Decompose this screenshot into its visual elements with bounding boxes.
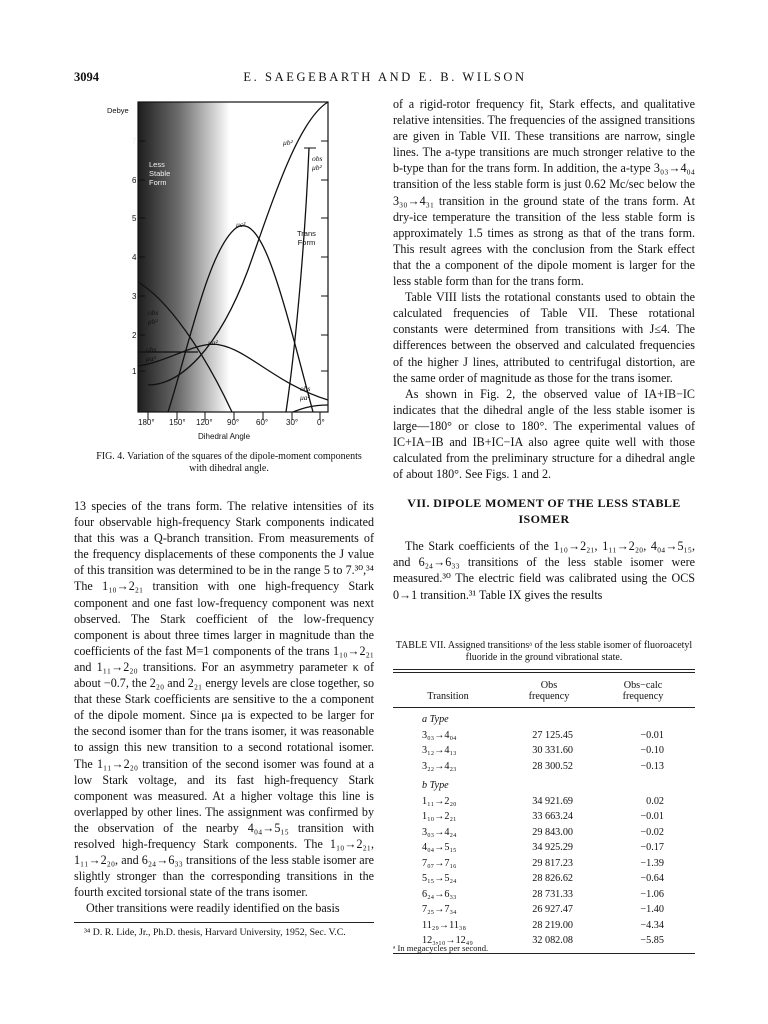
cell-obs-frequency: 33 663.24 [532, 811, 573, 822]
cell-obs-frequency: 27 125.45 [532, 729, 573, 741]
cell-transition: 3₂₂→4₂₃ [422, 760, 457, 772]
table-row [393, 728, 695, 744]
y-tick-7: 7 [132, 137, 137, 146]
rows-b-type [393, 794, 695, 949]
table-row [393, 871, 695, 887]
table-caption: TABLE VII. Assigned transitionsᵃ of the less stable isomer of fluoroacetyl fluoride in the ground vibrational state. [395, 640, 693, 663]
left-paragraph-1: 13 species of the trans form. The relative intensities of its four observable high-frequency Stark components indicated that this was a Q-branch transition. From measurements of the frequency displacements of these components the J value of this transition was determined to be in the range 5 to 7.³⁰,³⁴ The 1₁₀→2₂₁ transition with one high-frequency Stark component and one fast low-frequency component was next observed. The Stark coefficient of the low-frequency component is about three times larger in magnitude than the coefficients of the fast M=1 components of the trans 1₁₀→2₂₁ and 1₁₁→2₂₀ transitions. For an asymmetry parameter κ of about −0.7, the 2₂₀ and 2₂₁ energy levels are close together, so that these Stark coefficients are sensitive to the a component of the dipole moment. Since μa is expected to be larger for the second isomer than for the trans isomer, it was reasonable to assign this new transition to a second rotational isomer. The 1₁₁→2₂₀ transition of the second isomer was found at a low Stark voltage, and its fast high-frequency Stark component was measured. At a higher voltage this line is overlapped by other lines. The assignment was confirmed by the observation of the nearby 4₀₄→5₁₅ transition with resolved high-frequency Stark components. The 1₁₀→2₂₁, 1₁₁→2₂₀, and 6₂₄→6₃₃ transitions of the less stable isomer are slightly stronger than the corresponding transitions in the fourth excited torsional state of the trans isomer. [74, 499, 374, 900]
right-paragraph-2: Table VIII lists the rotational constants used to obtain the calculated frequencies of Table VII. These rotational constants were determined from transitions with J≤4. The differences between the observed and calculated frequencies of the higher J lines, attributed to centrifugal distortion, are the same order of magnitude as those for the trans isomer. [393, 290, 695, 385]
cell-obs-frequency: 28 826.62 [532, 873, 573, 884]
x-axis-label: Dihedral Angle [198, 432, 251, 441]
cell-obs-frequency: 34 925.29 [532, 842, 573, 853]
cell-obs-frequency: 28 219.00 [532, 919, 573, 931]
page-number: 3094 [74, 70, 99, 84]
cell-obs-minus-calc: −0.01 [640, 811, 664, 822]
label-mu-b-sq: μb² [283, 138, 293, 147]
cell-transition: 3₁₂→4₁₃ [422, 745, 457, 756]
label-mu-a-sq: μa² [208, 338, 218, 347]
cell-obs-minus-calc: −1.06 [640, 888, 664, 900]
figure-caption: FIG. 4. Variation of the squares of the dipole-moment components with dihedral angle. [96, 451, 362, 474]
running-header [74, 70, 696, 86]
cell-obs-minus-calc: −0.13 [640, 760, 664, 772]
cell-transition: 3₀₃→4₂₄ [422, 826, 457, 838]
x-tick-30: 30° [286, 418, 299, 427]
cell-transition: 11₂₉→11₃₈ [422, 919, 467, 931]
y-tick-6: 6 [132, 176, 137, 185]
y-tick-3: 3 [132, 292, 137, 301]
right-column [393, 96, 695, 603]
author-line: E. SAEGEBARTH AND E. B. WILSON [243, 70, 527, 84]
x-tick-0: 0° [317, 418, 325, 427]
cell-obs-frequency: 28 731.33 [532, 888, 573, 900]
curve-obs-mu-b-sq [286, 148, 309, 412]
group-a-type: a Type [422, 714, 449, 725]
cell-obs-minus-calc: −1.39 [640, 857, 664, 869]
cell-obs-minus-calc: −1.40 [640, 904, 664, 915]
cell-obs-minus-calc: −0.17 [640, 842, 664, 853]
x-tick-90: 90° [227, 418, 240, 427]
left-paragraph-2: Other transitions were readily identified on the basis [86, 901, 340, 916]
cell-transition: 7₂₅→7₃₄ [422, 904, 457, 915]
table-header [393, 673, 695, 707]
label-obs-mu-a-sq-right: obs μa² [300, 384, 311, 402]
label-obs-mu-a-sq: obs μa² [146, 345, 157, 363]
y-tick-4: 4 [132, 253, 137, 262]
right-paragraph-3: As shown in Fig. 2, the observed value of IA+IB−IC indicates that the dihedral angle of the less stable isomer is large—180° or close to 180°. The experimental values of IC+IA−IB and IB+IC−IA also agree quite well with those calculated from the preliminary structure for a dihedral angle of about 180°. See Figs. 1 and 2. [393, 386, 695, 482]
x-tick-60: 60° [256, 418, 269, 427]
x-tick-120: 120° [196, 418, 213, 427]
cell-transition: 1₁₀→2₂₁ [422, 811, 457, 822]
x-tick-180: 180° [138, 418, 155, 427]
cell-obs-minus-calc: −0.02 [640, 826, 664, 838]
cell-transition: 7₀₇→7₁₆ [422, 857, 457, 869]
col-head-transition: Transition [427, 691, 469, 702]
cell-obs-minus-calc: −0.10 [640, 745, 664, 756]
table-row [393, 856, 695, 872]
cell-obs-frequency: 30 331.60 [532, 745, 573, 756]
table-row [393, 887, 695, 903]
table-row [393, 918, 695, 934]
curve-obs-mu-a-sq-right [293, 405, 328, 412]
right-paragraph-1: of a rigid-rotor frequency fit, Stark effects, and qualitative relative intensities. The frequencies of the assigned transitions are given in Table VII. These transitions are narrow, single lines. The a-type transitions are much stronger relative to the b-type than for the trans form. In addition, the a-type 3₀₃→4₀₄ transition of the less stable form is just 0.62 Mc/sec below the 3₃₀→4₃₁ transition in the ground state of the trans form. At dry-ice temperature the transition of the less stable form is approximately 1.5 times as strong as that of the trans form. This result agrees with the conclusion from the Stark effect that the a component of the dipole moment is larger for the less stable form than for the trans form. [393, 97, 695, 289]
cell-obs-minus-calc: −5.85 [640, 935, 664, 946]
cell-transition: 5₁₅→5₂₄ [422, 873, 457, 884]
footnote-rule [74, 922, 374, 923]
left-column [74, 498, 374, 916]
table-row [393, 825, 695, 841]
section-heading: VII. DIPOLE MOMENT OF THE LESS STABLE ISOMER [407, 496, 681, 527]
y-tick-1: 1 [132, 367, 137, 376]
cell-obs-frequency: 28 300.52 [532, 760, 573, 772]
cell-obs-frequency: 29 843.00 [532, 826, 573, 838]
col-head-obs: Obs frequency [528, 680, 570, 702]
y-tick-5: 5 [132, 214, 137, 223]
table-vii [393, 669, 695, 954]
footnote-34: ³⁴ D. R. Lide, Jr., Ph.D. thesis, Harvard University, 1952, Sec. V.C. [74, 922, 374, 940]
cell-transition: 6₂₄→6₃₃ [422, 888, 457, 900]
table-row [393, 743, 695, 759]
right-paragraph-4: The Stark coefficients of the 1₁₀→2₂₁, 1₁₁→2₂₀, 4₀₄→5₁₅, and 6₂₄→6₃₃ transitions of the less stable isomer were measured.³⁰ The electric field was calibrated using the OCS 0→1 transition.³¹ Table IX gives the results [393, 539, 695, 602]
y-tick-2: 2 [132, 331, 137, 340]
cell-obs-minus-calc: −0.64 [640, 873, 664, 884]
cell-transition: 12₃,₁₀→12₄₉ [422, 935, 473, 946]
cell-obs-minus-calc: 0.02 [646, 795, 664, 807]
table-row [393, 809, 695, 825]
less-stable-label: Less Stable Form [149, 160, 171, 187]
cell-obs-frequency: 29 817.23 [532, 857, 573, 869]
cell-obs-frequency: 32 082.08 [532, 935, 573, 946]
trans-form-label: Trans Form [297, 229, 316, 247]
label-mu-c-sq: μc² [236, 220, 246, 229]
table-row [393, 794, 695, 810]
rows-a-type [393, 728, 695, 775]
y-unit-label: Debye [107, 106, 129, 115]
label-obs-mu-b-sq-top: obs μb² [312, 154, 323, 172]
group-b-type: b Type [422, 780, 449, 791]
cell-transition: 1₁₁→2₂₀ [422, 795, 457, 807]
cell-transition: 3₀₃→4₀₄ [422, 729, 457, 741]
table-row [393, 759, 695, 775]
cell-obs-minus-calc: −4.34 [640, 919, 664, 931]
table-row [393, 840, 695, 856]
cell-obs-minus-calc: −0.01 [640, 729, 664, 741]
col-head-diff: Obs−calc frequency [622, 680, 664, 702]
table-footnote: ᵃ In megacycles per second. [393, 943, 489, 953]
cell-obs-frequency: 34 921.69 [532, 795, 573, 807]
label-obs-mu-b-sq-left: obs μb² [148, 308, 159, 326]
table-row [393, 902, 695, 918]
figure-4 [108, 100, 348, 445]
cell-obs-frequency: 26 927.47 [532, 904, 573, 915]
x-tick-150: 150° [169, 418, 186, 427]
figure-4-plot [108, 100, 348, 445]
cell-transition: 4₀₄→5₁₅ [422, 842, 457, 853]
